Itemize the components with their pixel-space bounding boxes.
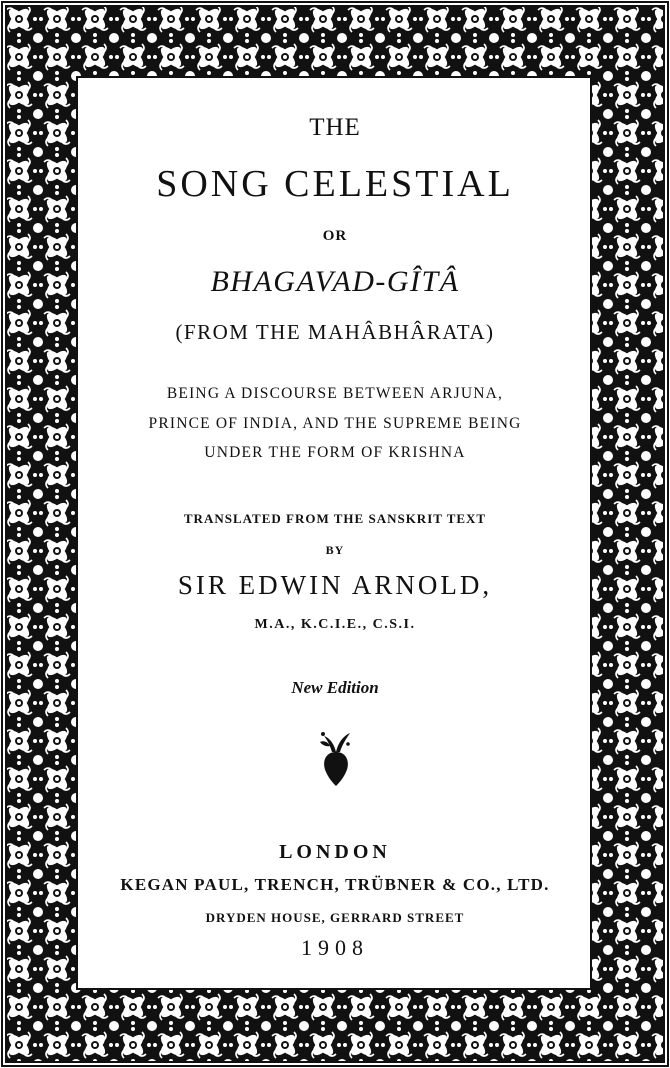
main-title: SONG CELESTIAL [156,163,514,205]
title-the: THE [309,114,361,141]
publisher-address: DRYDEN HOUSE, GERRARD STREET [205,910,465,925]
title-or: OR [322,228,348,244]
source-line: (FROM THE MAHÂBHÂRATA) [175,320,495,344]
publication-year: 1908 [301,935,369,960]
subtitle-line: BEING A DISCOURSE BETWEEN ARJUNA, [166,385,504,402]
author-name: SIR EDWIN ARNOLD, [177,570,493,600]
publisher-name: KEGAN PAUL, TRENCH, TRÜBNER & CO., LTD. [120,875,550,894]
translated-line: TRANSLATED FROM THE SANSKRIT TEXT [183,511,487,526]
publisher-city: LONDON [279,841,391,863]
edition-label: New Edition [291,678,379,697]
by-line: BY [325,543,345,557]
pomegranate-ornament-icon [318,730,354,788]
subtitle-line: UNDER THE FORM OF KRISHNA [204,444,466,461]
subtitle-line: PRINCE OF INDIA, AND THE SUPREME BEING [148,415,522,432]
author-honors: M.A., K.C.I.E., C.S.I. [254,617,416,632]
alternate-title: BHAGAVAD-GÎTÂ [210,265,460,298]
